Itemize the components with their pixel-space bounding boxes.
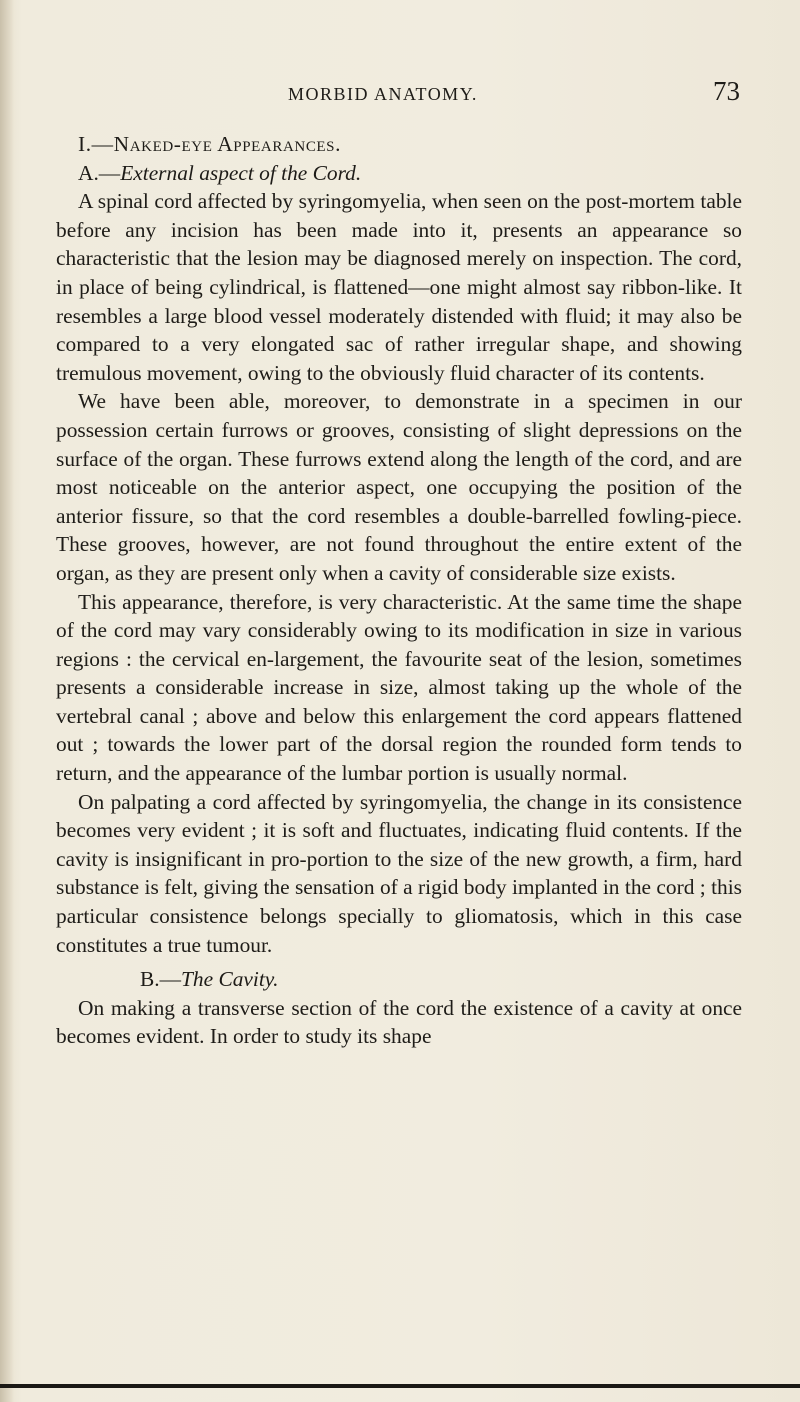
subsection-a-heading [56, 159, 742, 188]
paragraph-a-2: We have been able, moreover, to demonstrate in a specimen in our possession certain furrows or grooves, consisting of slight depressions on the surface of the organ. These furrows extend along the length of the cord, and are most noticeable on the anterior aspect, one occupying the position of the anterior fissure, so that the cord resembles a double-barrelled fowling-piece. These grooves, however, are not found throughout the entire extent of the organ, as they are present only when a cavity of considerable size exists. [56, 389, 742, 585]
subsection-a-label: A.— [78, 160, 121, 185]
paragraph-b-1: On making a transverse section of the cord the existence of a cavity at once becomes evident. In order to study its shape [56, 995, 742, 1049]
paragraph-a-1: A spinal cord affected by syringomyelia, when seen on the post-mortem table before any incision has been made into it, presents an appearance so characteristic that the lesion may be diagnosed merely on inspection. The cord, in place of being cylindrical, is flattened—one might almost say ribbon-like. It resembles a large blood vessel moderately distended with fluid; it may also be compared to a very elongated sac of rather irregular shape, and showing tremulous movement, owing to the obviously fluid character of its contents. [56, 189, 742, 385]
subsection-b-title: The Cavity. [181, 967, 279, 992]
section-heading: I.—Naked-eye Appearances. [78, 132, 342, 156]
running-head [56, 76, 740, 110]
bottom-border-line [0, 1384, 800, 1388]
subsection-a-title: External aspect of the Cord. [120, 160, 362, 185]
page-body [56, 130, 742, 1051]
paragraph-a-4: On palpating a cord affected by syringomyelia, the change in its consistence becomes very evident ; it is soft and fluctuates, indicating fluid contents. If the cavity is insignificant in pro-portion to the size of the new growth, a firm, hard substance is felt, giving the sensation of a rigid body implanted in the cord ; this particular consistence belongs specially to gliomatosis, which in this case constitutes a true tumour. [56, 789, 742, 957]
running-title: MORBID ANATOMY. [288, 84, 478, 104]
page-number: 73 [713, 76, 740, 106]
page-binding-edge [0, 0, 14, 1402]
subsection-b-label: B.— [140, 967, 182, 992]
paragraph-a-3: This appearance, therefore, is very characteristic. At the same time the shape of the cord may vary considerably owing to its modification in size in various regions : the cervical en-largement, the favourite seat of the lesion, sometimes presents a considerable increase in size, almost taking up the whole of the vertebral canal ; above and below this enlargement the cord appears flattened out ; towards the lower part of the dorsal region the rounded form tends to return, and the appearance of the lumbar portion is usually normal. [56, 589, 742, 786]
subsection-b-heading [118, 965, 742, 994]
